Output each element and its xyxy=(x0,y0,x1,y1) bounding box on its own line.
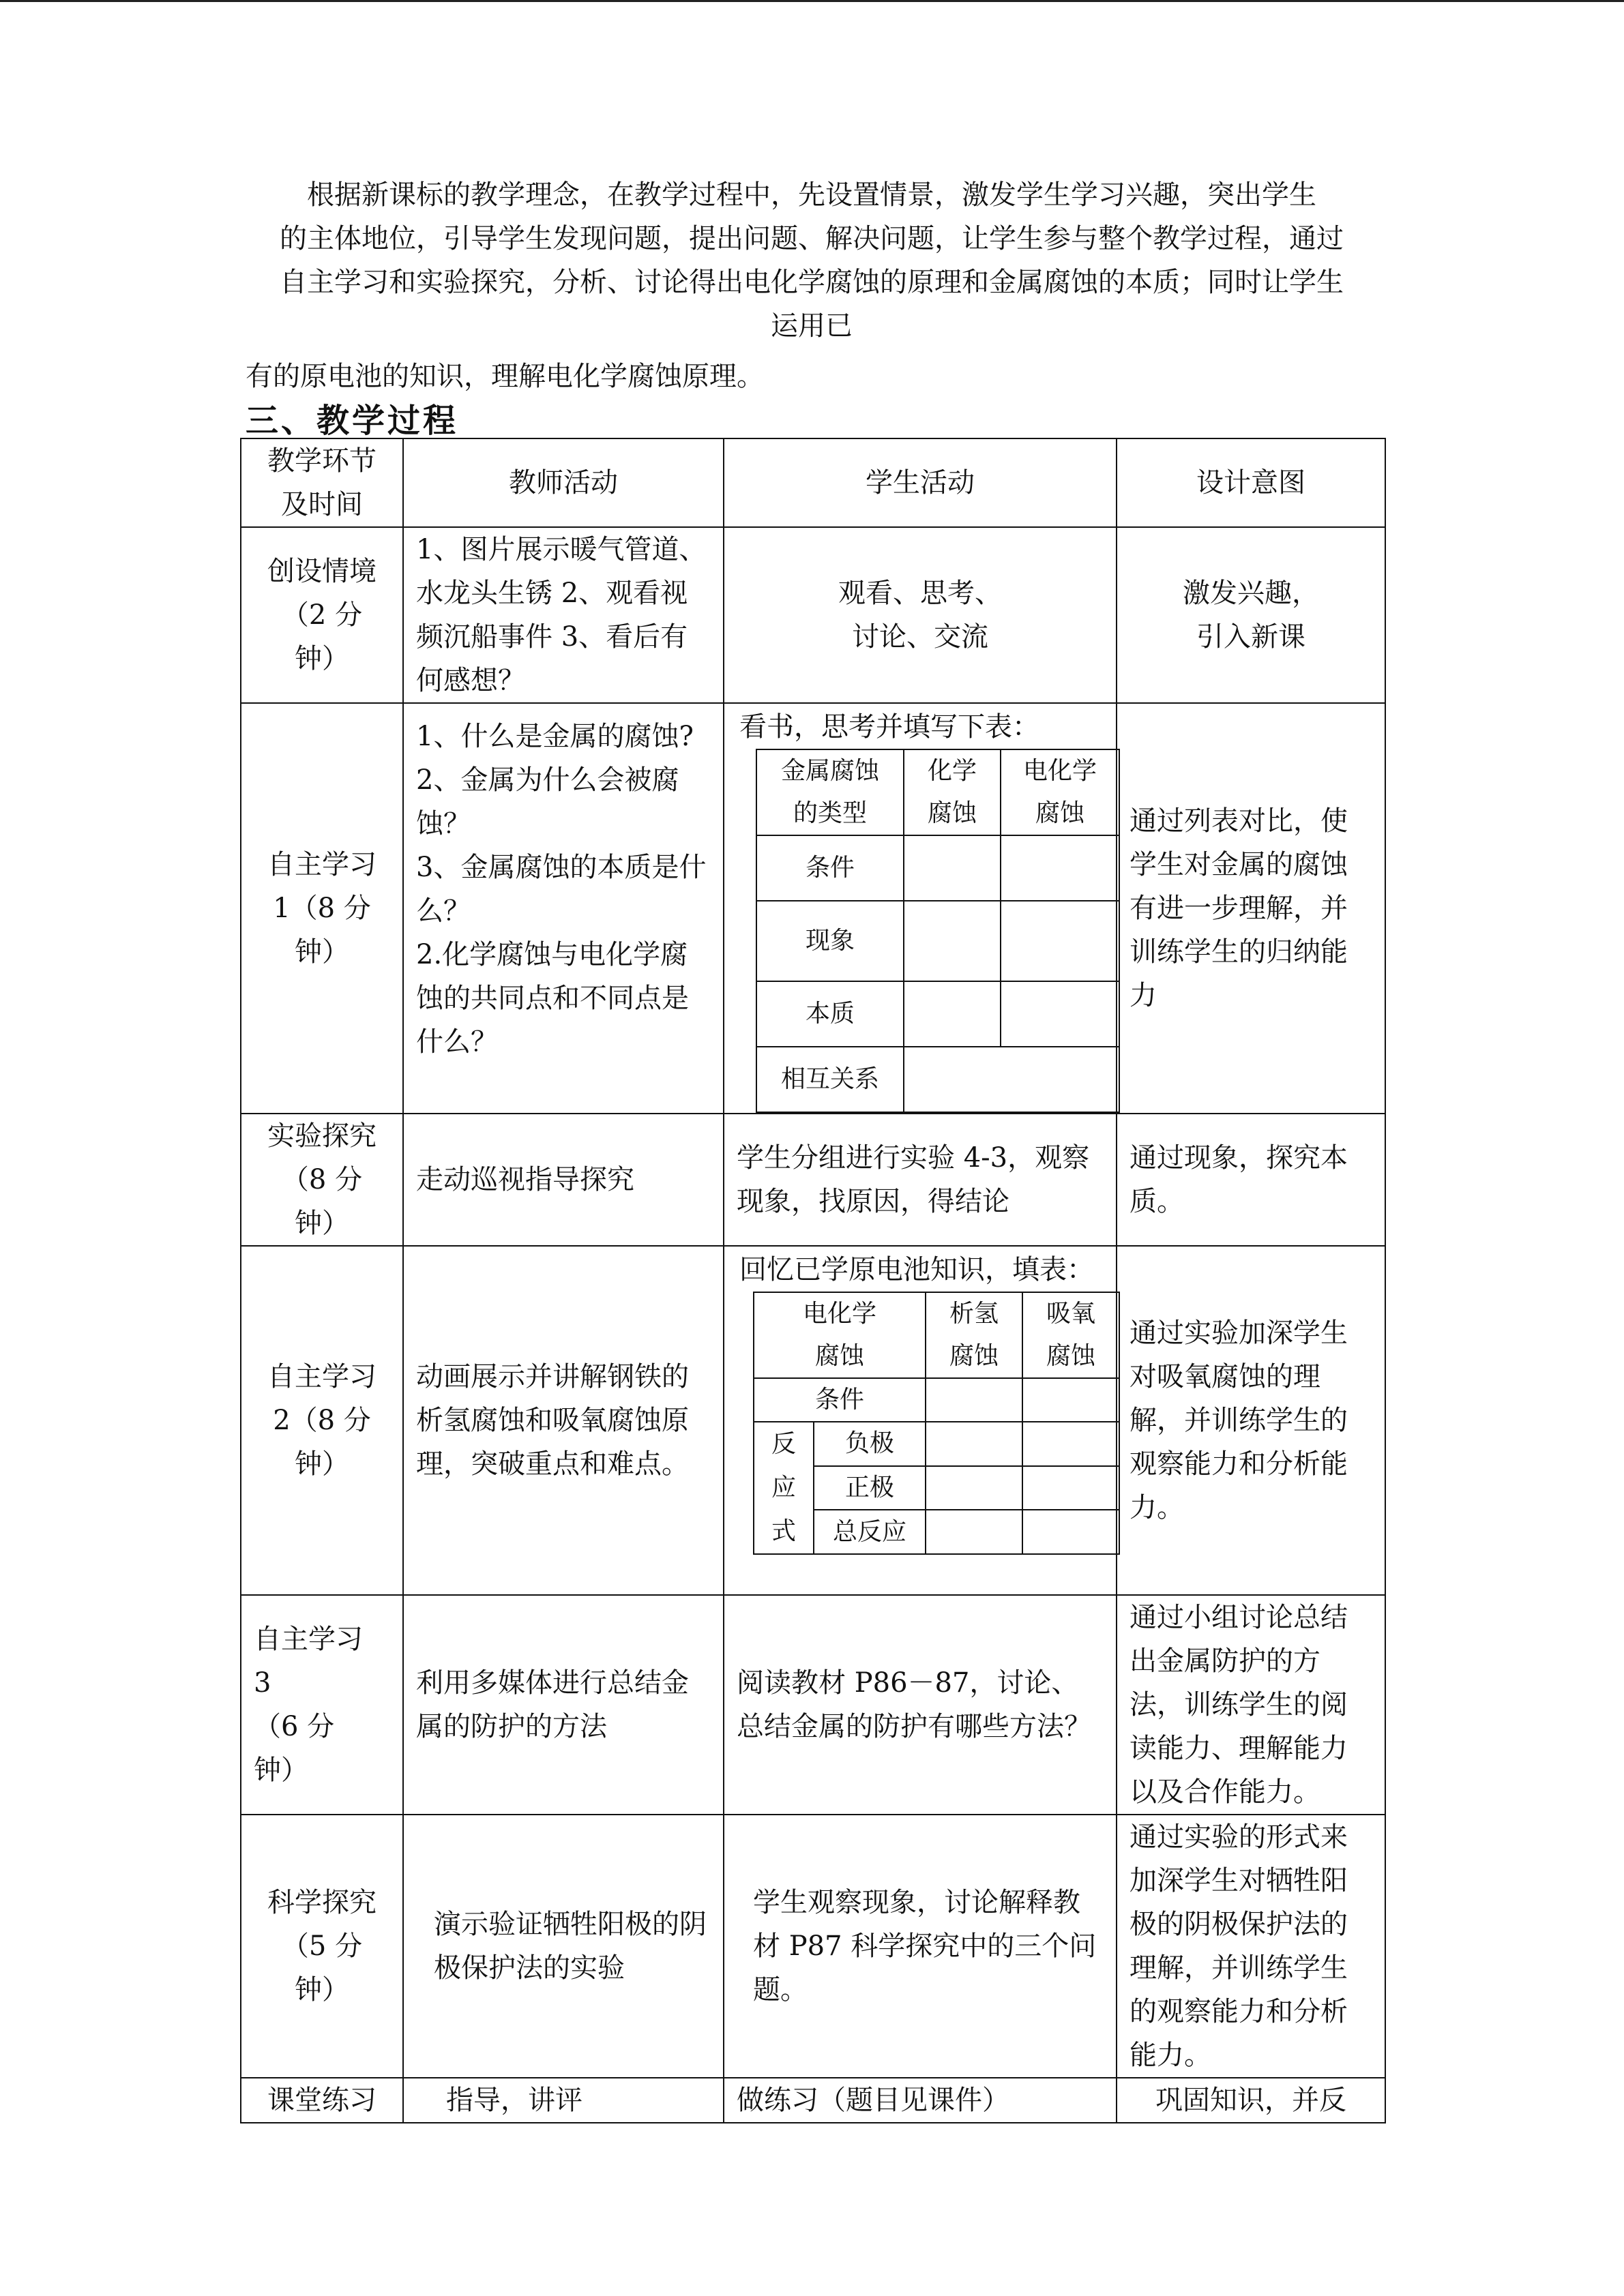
stage-cell: 创设情境 （2 分 钟） xyxy=(241,527,403,703)
sub-empty-cell xyxy=(1022,1466,1119,1510)
teacher-cell: 1、图片展示暖气管道、水龙头生锈 2、观看视频沉船事件 3、看后有何感想？ xyxy=(403,527,724,703)
table-row xyxy=(241,527,1385,703)
sub-row-label: 本质 xyxy=(756,981,904,1047)
table-row xyxy=(241,1595,1385,1815)
table-row xyxy=(241,2078,1385,2123)
sub-empty-cell xyxy=(926,1510,1022,1554)
student-cell: 学生分组进行实验 4-3，观察现象，找原因，得结论 xyxy=(724,1114,1117,1246)
teacher-cell: 演示验证牺牲阳极的阴极保护法的实验 xyxy=(403,1815,724,2078)
table-header-row xyxy=(241,438,1385,527)
table-row xyxy=(241,703,1385,1114)
sub-empty-cell xyxy=(1022,1510,1119,1554)
electrochemical-corrosion-table xyxy=(753,1292,1120,1555)
stage-cell: 自主学习 2（8 分 钟） xyxy=(241,1246,403,1595)
sub-empty-cell xyxy=(1001,901,1119,981)
intent-cell: 通过列表对比，使学生对金属的腐蚀有进一步理解，并训练学生的归纳能力 xyxy=(1117,703,1385,1114)
sub-row-label: 现象 xyxy=(756,901,904,981)
teacher-cell: 走动巡视指导探究 xyxy=(403,1114,724,1246)
intent-cell: 通过实验的形式来加深学生对牺牲阳极的阴极保护法的理解，并训练学生的观察能力和分析能力。 xyxy=(1117,1815,1385,2078)
intent-cell: 通过实验加深学生对吸氧腐蚀的理解，并训练学生的观察能力和分析能力。 xyxy=(1117,1246,1385,1595)
teaching-process-table xyxy=(240,438,1386,2123)
intro-paragraph xyxy=(246,173,1378,348)
sub-row-label: 正极 xyxy=(814,1466,926,1510)
student-lead-text: 看书，思考并填写下表： xyxy=(739,711,1039,743)
sub-empty-cell xyxy=(904,981,1001,1047)
student-lead-text: 回忆已学原电池知识，填表： xyxy=(739,1254,1094,1285)
sub-empty-cell xyxy=(904,1047,1119,1112)
intent-cell: 激发兴趣， 引入新课 xyxy=(1117,527,1385,703)
table-row xyxy=(241,1815,1385,2078)
sub-row-label: 条件 xyxy=(756,835,904,901)
header-student: 学生活动 xyxy=(724,438,1117,527)
sub-header-cell: 析氢 腐蚀 xyxy=(926,1292,1022,1378)
sub-empty-cell xyxy=(926,1466,1022,1510)
student-cell xyxy=(724,1246,1117,1595)
section-title: 三、教学过程 xyxy=(246,402,459,440)
intent-cell: 通过小组讨论总结出金属防护的方法，训练学生的阅读能力、理解能力以及合作能力。 xyxy=(1117,1595,1385,1815)
header-teacher: 教师活动 xyxy=(403,438,724,527)
intro-line: 运用已 xyxy=(771,310,853,342)
sub-header-cell: 化学 腐蚀 xyxy=(904,749,1001,835)
sub-empty-cell xyxy=(904,901,1001,981)
sub-empty-cell xyxy=(926,1378,1022,1422)
sub-empty-cell xyxy=(926,1422,1022,1466)
teacher-cell: 指导，讲评 xyxy=(403,2078,724,2123)
table-row xyxy=(241,1114,1385,1246)
teacher-cell: 利用多媒体进行总结金属的防护的方法 xyxy=(403,1595,724,1815)
stage-cell: 自主学习 3 （6 分 钟） xyxy=(241,1595,403,1815)
corrosion-type-table xyxy=(756,749,1120,1113)
table-row xyxy=(241,1246,1385,1595)
sub-empty-cell xyxy=(1001,835,1119,901)
student-cell: 做练习（题目见课件） xyxy=(724,2078,1117,2123)
sub-row-label: 相互关系 xyxy=(756,1047,904,1112)
stage-cell: 课堂练习 xyxy=(241,2078,403,2123)
sub-empty-cell xyxy=(904,835,1001,901)
stage-cell: 实验探究 （8 分 钟） xyxy=(241,1114,403,1246)
intent-cell: 巩固知识，并反 xyxy=(1117,2078,1385,2123)
student-cell: 阅读教材 P86－87，讨论、总结金属的防护有哪些方法？ xyxy=(724,1595,1117,1815)
stage-cell: 科学探究 （5 分 钟） xyxy=(241,1815,403,2078)
sub-empty-cell xyxy=(1022,1422,1119,1466)
sub-header-cell: 电化学 腐蚀 xyxy=(754,1292,926,1378)
sub-empty-cell xyxy=(1001,981,1119,1047)
intro-line: 自主学习和实验探究，分析、讨论得出电化学腐蚀的原理和金属腐蚀的本质；同时让学生 xyxy=(280,267,1344,298)
intent-cell: 通过现象，探究本质。 xyxy=(1117,1114,1385,1246)
student-cell: 学生观察现象，讨论解释教材 P87 科学探究中的三个问题。 xyxy=(724,1815,1117,2078)
sub-row-label: 总反应 xyxy=(814,1510,926,1554)
student-cell xyxy=(724,703,1117,1114)
stage-cell: 自主学习 1（8 分 钟） xyxy=(241,703,403,1114)
intro-paragraph-continuation: 有的原电池的知识，理解电化学腐蚀原理。 xyxy=(246,361,764,392)
sub-empty-cell xyxy=(1022,1378,1119,1422)
sub-header-cell: 金属腐蚀 的类型 xyxy=(756,749,904,835)
teacher-cell: 1、什么是金属的腐蚀? 2、金属为什么会被腐蚀？ 3、金属腐蚀的本质是什么？ 2.化学腐蚀与电化学腐蚀的共同点和不同点是什么？ xyxy=(403,703,724,1114)
sub-header-cell: 吸氧 腐蚀 xyxy=(1022,1292,1119,1378)
sub-row-label: 负极 xyxy=(814,1422,926,1466)
sub-row-label: 条件 xyxy=(754,1378,926,1422)
header-intent: 设计意图 xyxy=(1117,438,1385,527)
reaction-label: 反 应 式 xyxy=(754,1422,814,1554)
intro-line: 根据新课标的教学理念，在教学过程中，先设置情景，激发学生学习兴趣，突出学生 xyxy=(307,179,1316,211)
intro-line: 的主体地位，引导学生发现问题，提出问题、解决问题，让学生参与整个教学过程，通过 xyxy=(280,223,1344,254)
sub-header-cell: 电化学 腐蚀 xyxy=(1001,749,1119,835)
header-stage: 教学环节 及时间 xyxy=(241,438,403,527)
student-cell: 观看、思考、 讨论、交流 xyxy=(724,527,1117,703)
page-top-border xyxy=(0,0,1624,2)
teacher-cell: 动画展示并讲解钢铁的析氢腐蚀和吸氧腐蚀原理，突破重点和难点。 xyxy=(403,1246,724,1595)
